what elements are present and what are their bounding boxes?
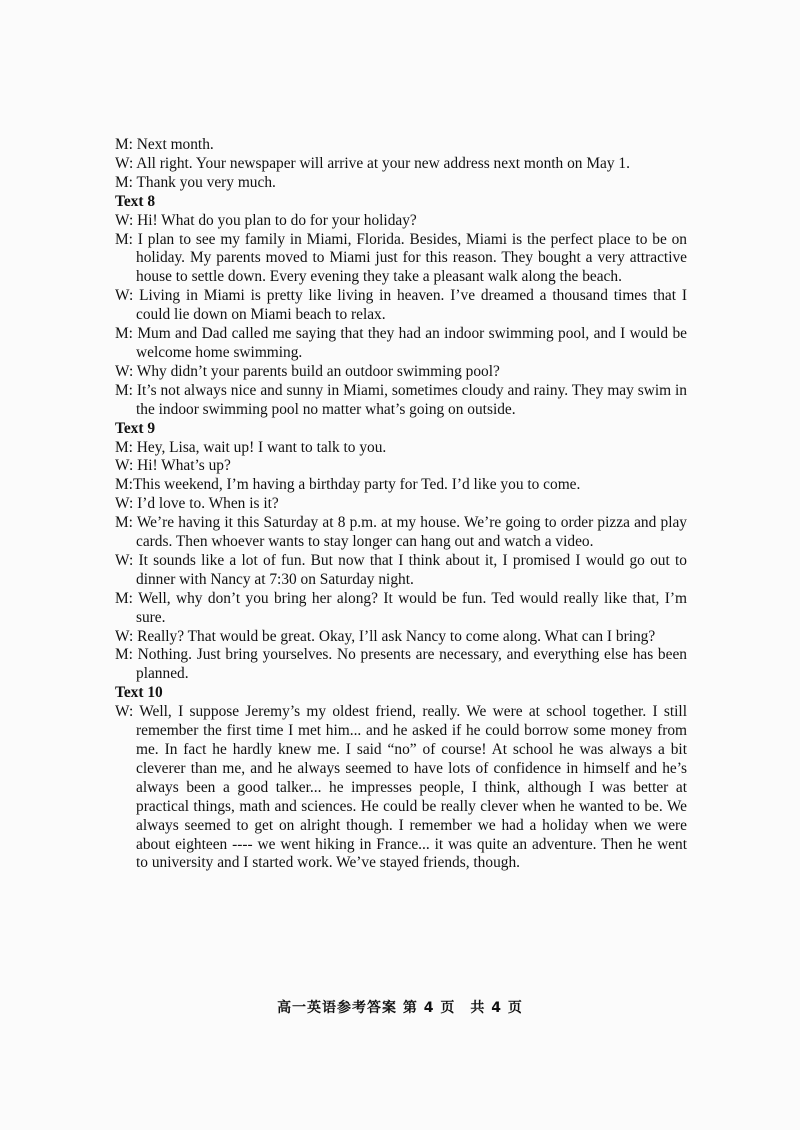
dialogue-line: M: Thank you very much. xyxy=(115,173,276,191)
page-footer: 高一英语参考答案 第 4 页 共 4 页 xyxy=(277,1000,523,1016)
dialogue-line: W: Why didn’t your parents build an outdoor swimming pool? xyxy=(115,362,500,380)
dialogue-line: W: Hi! What do you plan to do for your holiday? xyxy=(115,211,417,229)
dialogue-line: W: It sounds like a lot of fun. But now that I think about it, I promised I would go out to dinner with Nancy at 7:30 on Saturday night. xyxy=(115,551,687,588)
dialogue-line: W: All right. Your newspaper will arrive at your new address next month on May 1. xyxy=(115,154,630,172)
dialogue-line: M: Mum and Dad called me saying that they had an indoor swimming pool, and I would be welcome home swimming. xyxy=(115,325,687,361)
dialogue-line: M: Well, why don’t you bring her along? It would be fun. Ted would really like that, I’m sure. xyxy=(115,589,687,626)
dialogue-line: M: Nothing. Just bring yourselves. No presents are necessary, and everything else has been planned. xyxy=(115,646,687,683)
dialogue-line: W: Well, I suppose Jeremy’s my oldest friend, really. We were at school together. I still remember the first time I met him... and he asked if he could borrow some money from me. In fact he hardly knew me. I said “no” of course! At school he was always a bit cleverer than me, and he always seemed to have lots of confidence in himself and he’s always been a good talker... he impresses people, I think, although I was better at practical things, math and sciences. He could be really clever when he wanted to be. We always seemed to get on alright though. I remember we had a holiday when we were about eighteen ---- we went hiking in France... it was quite an adventure. Then he went to university and I started work. We’ve stayed friends, though. xyxy=(115,703,687,872)
dialogue-line: M: I plan to see my family in Miami, Florida. Besides, Miami is the perfect place to be on holiday. My parents moved to Miami just for this reason. They bought a very attractive house to settle down. Every evening they take a pleasant walk along the beach. xyxy=(115,230,687,286)
section-heading: Text 10 xyxy=(115,684,163,702)
dialogue-line: W: I’d love to. When is it? xyxy=(115,495,279,513)
dialogue-line: M: We’re having it this Saturday at 8 p.m. at my house. We’re going to order pizza and play cards. Then whoever wants to stay longer can hang out and watch a video. xyxy=(115,514,687,551)
section-heading: Text 8 xyxy=(115,192,156,210)
dialogue-line: W: Really? That would be great. Okay, I’ll ask Nancy to come along. What can I bring? xyxy=(115,627,656,645)
dialogue-line: W: Hi! What’s up? xyxy=(115,457,231,475)
section-heading: Text 9 xyxy=(115,419,156,437)
dialogue-line: W: Living in Miami is pretty like living in heaven. I’ve dreamed a thousand times that I could lie down on Miami beach to relax. xyxy=(115,287,687,324)
dialogue-line: M: Next month. xyxy=(115,136,214,153)
transcript-body xyxy=(115,136,687,873)
dialogue-line: M:This weekend, I’m having a birthday party for Ted. I’d like you to come. xyxy=(115,476,581,494)
dialogue-line: M: Hey, Lisa, wait up! I want to talk to you. xyxy=(115,438,387,456)
dialogue-line: M: It’s not always nice and sunny in Miami, sometimes cloudy and rainy. They may swim in the indoor swimming pool no matter what’s going on outside. xyxy=(115,381,687,418)
